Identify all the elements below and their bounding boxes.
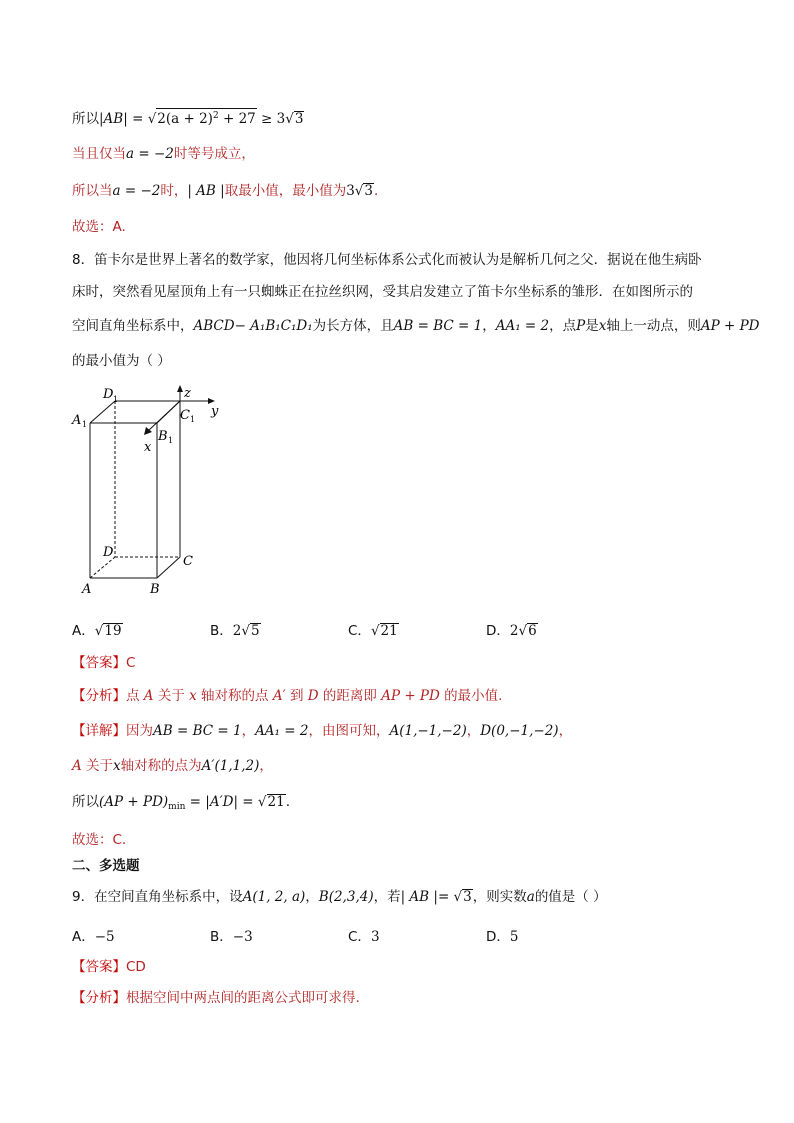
text: 所以 bbox=[72, 794, 99, 810]
q8-option-c: C．√21 bbox=[348, 623, 398, 639]
text: 空间直角坐标系中， bbox=[72, 318, 194, 334]
radical: 3 bbox=[364, 183, 373, 199]
section-heading-multi-choice: 二、多选题 bbox=[72, 858, 140, 874]
q8-analysis bbox=[72, 687, 502, 705]
q8-symmetric-point bbox=[72, 757, 273, 775]
text: ， bbox=[305, 889, 319, 905]
text: ，则实数 bbox=[472, 889, 527, 905]
text: 点 bbox=[126, 688, 144, 704]
label-z: z bbox=[184, 386, 191, 401]
text: 轴对称的点 bbox=[196, 688, 273, 704]
math: a bbox=[526, 889, 535, 905]
option-value: −5 bbox=[94, 929, 115, 945]
math: 2 bbox=[232, 623, 242, 639]
text: 当且仅当 bbox=[72, 146, 126, 162]
math: P bbox=[576, 318, 586, 334]
label-b1: B bbox=[158, 429, 168, 444]
answer-value: C bbox=[126, 655, 136, 671]
label-c1: C bbox=[180, 408, 190, 423]
edge-b-c bbox=[157, 557, 180, 578]
q9-text: 9．在空间直角坐标系中，设A(1, 2, a)，B(2,3,4)，若| AB |= √3，则实数a的值是（ ） bbox=[72, 889, 607, 905]
text: 取最小值，最小值为 bbox=[224, 183, 347, 199]
option-label: A． bbox=[72, 929, 95, 945]
text: . bbox=[374, 183, 379, 199]
math: A(1, 2, a) bbox=[242, 889, 306, 905]
radical: 21 bbox=[380, 623, 398, 639]
math: |AB| bbox=[99, 111, 128, 127]
label-b: B bbox=[150, 582, 160, 597]
math: | AB | bbox=[187, 183, 225, 199]
text: 根据空间中两点间的距离公式即可求得. bbox=[126, 990, 360, 1006]
solution-line-distance: 所以$|AB| = √2(a + 2)^2 + 27 \ge 3√3$ bbox=[72, 108, 304, 128]
math: min bbox=[168, 802, 186, 812]
q8-option-d: D．2√6 bbox=[486, 623, 537, 639]
label-b1-sub: 1 bbox=[168, 436, 174, 445]
solution-choose-line: 故选：A. bbox=[72, 219, 126, 235]
text: 的值是（ ） bbox=[534, 889, 607, 905]
text: ， bbox=[482, 318, 496, 334]
option-label: D． bbox=[486, 623, 510, 639]
text: . bbox=[285, 794, 291, 810]
text: ，由图可知， bbox=[308, 723, 390, 739]
radical: 19 bbox=[104, 623, 122, 639]
edge-a-d-hidden bbox=[90, 557, 115, 578]
text: 所以 bbox=[72, 111, 99, 127]
math: + 27 bbox=[218, 111, 256, 127]
math: 2 bbox=[212, 111, 219, 121]
radical: 5 bbox=[250, 623, 260, 639]
text: ， bbox=[558, 723, 573, 739]
label-y: y bbox=[211, 404, 219, 419]
text: 时等号成立， bbox=[173, 146, 255, 162]
math: a = −2 bbox=[112, 183, 161, 199]
solution-line-equality bbox=[72, 145, 255, 163]
q8-text-line-4: 的最小值为（ ） bbox=[72, 353, 171, 369]
analysis-tag: 【分析】 bbox=[72, 688, 126, 704]
option-label: C． bbox=[348, 623, 371, 639]
q9-analysis bbox=[72, 989, 360, 1007]
q9-answer bbox=[72, 958, 146, 976]
q8-choose: 故选：C. bbox=[72, 832, 127, 848]
math: A′(1,1,2) bbox=[201, 758, 260, 774]
math: A bbox=[72, 758, 82, 774]
cuboid-figure bbox=[60, 385, 240, 605]
q8-result: 所以$(AP + PD)_{min} = |A'D| = √21$. bbox=[72, 794, 291, 812]
text: ，点 bbox=[549, 318, 577, 334]
math: A bbox=[143, 688, 154, 704]
q9-option-b bbox=[210, 925, 253, 945]
analysis-tag: 【分析】 bbox=[72, 990, 126, 1006]
label-a1-sub: 1 bbox=[82, 420, 88, 429]
text: 轴对称的点为 bbox=[120, 758, 202, 774]
text: 的距离即 bbox=[318, 688, 382, 704]
q8-text-line-1: 8．笛卡尔是世界上著名的数学家，他因将几何坐标体系公式化而被认为是解析几何之父．据说在他生病卧 bbox=[72, 252, 702, 268]
math: B(2,3,4) bbox=[318, 889, 374, 905]
text: 因为 bbox=[126, 723, 153, 739]
label-d1-sub: 1 bbox=[113, 395, 119, 404]
label-d1: D bbox=[103, 387, 114, 402]
option-label: D． bbox=[486, 929, 510, 945]
math: D(0,−1,−2) bbox=[480, 723, 559, 739]
text: 轴上一动点，则 bbox=[606, 318, 701, 334]
text: ， bbox=[466, 723, 481, 739]
text: 关于 bbox=[153, 688, 190, 704]
edge-a1-d1 bbox=[90, 401, 115, 423]
math: = bbox=[127, 111, 148, 127]
math: AP + PD bbox=[381, 688, 440, 704]
text: ， bbox=[259, 758, 273, 774]
text: 的最小值. bbox=[439, 688, 503, 704]
text: 9．在空间直角坐标系中，设 bbox=[72, 889, 243, 905]
math: x bbox=[189, 688, 197, 704]
solution-line-minimum: 所以当a = −2时，| AB |取最小值，最小值为3√3. bbox=[72, 183, 379, 199]
q9-option-a bbox=[72, 925, 115, 945]
q8-option-b: B．2√5 bbox=[210, 623, 260, 639]
q9-option-d bbox=[486, 925, 519, 945]
option-label: B． bbox=[210, 623, 233, 639]
radical bbox=[156, 108, 256, 127]
math: a = −2 bbox=[126, 146, 174, 162]
label-d: D bbox=[103, 545, 114, 560]
math: 2 bbox=[509, 623, 519, 639]
label-a1: A bbox=[72, 413, 82, 428]
math: D bbox=[307, 688, 319, 704]
math: A(1,−1,−2) bbox=[389, 723, 467, 739]
option-label: A． bbox=[72, 623, 95, 639]
answer-value: CD bbox=[126, 959, 146, 975]
z-axis-arrow bbox=[177, 385, 183, 392]
label-c1-sub: 1 bbox=[190, 415, 196, 424]
radical: 6 bbox=[528, 623, 537, 639]
q8-answer bbox=[72, 654, 135, 672]
text: 所以当 bbox=[72, 183, 113, 199]
math: AB = BC = 1 bbox=[393, 318, 483, 334]
math: x bbox=[598, 318, 607, 334]
option-value: 3 bbox=[370, 929, 380, 945]
math: A′ bbox=[272, 688, 286, 704]
q8-text-line-2: 床时，突然看见屋顶角上有一只蜘蛛正在拉丝织网，受其启发建立了笛卡尔坐标系的雏形．在如图所示的 bbox=[72, 284, 693, 300]
option-value: −3 bbox=[232, 929, 253, 945]
text: 到 bbox=[285, 688, 308, 704]
label-a: A bbox=[82, 582, 92, 597]
label-c: C bbox=[183, 554, 193, 569]
q8-option-a: A．√19 bbox=[72, 623, 122, 639]
math: | AB |= bbox=[400, 889, 454, 905]
label-x: x bbox=[144, 440, 152, 455]
math: = |A′D| = bbox=[185, 794, 258, 810]
q8-text-line-3 bbox=[72, 317, 759, 335]
q8-detail bbox=[72, 722, 572, 740]
x-axis bbox=[148, 401, 180, 431]
option-label: C． bbox=[348, 929, 371, 945]
radical: 3 bbox=[294, 111, 304, 127]
math: 3 bbox=[346, 183, 355, 199]
math: AB = BC = 1 bbox=[153, 723, 242, 739]
answer-tag: 【答案】 bbox=[72, 655, 126, 671]
answer-tag: 【答案】 bbox=[72, 959, 126, 975]
option-label: B． bbox=[210, 929, 233, 945]
math: (AP + PD) bbox=[99, 794, 169, 810]
radical: 21 bbox=[267, 794, 285, 810]
text: 为长方体，且 bbox=[312, 318, 394, 334]
math: AA₁ = 2 bbox=[495, 318, 550, 334]
math: x bbox=[113, 758, 121, 774]
math: AA₁ = 2 bbox=[255, 723, 309, 739]
detail-tag: 【详解】 bbox=[72, 723, 126, 739]
text: ，若 bbox=[373, 889, 401, 905]
math: ≥ 3 bbox=[256, 111, 286, 127]
text: 是 bbox=[585, 318, 599, 334]
radical: 3 bbox=[463, 889, 472, 905]
math: ABCD− A₁B₁C₁D₁ bbox=[193, 318, 313, 334]
math: AP + PD bbox=[700, 318, 760, 334]
q9-option-c bbox=[348, 925, 380, 945]
text: 关于 bbox=[81, 758, 114, 774]
text: 时， bbox=[160, 183, 188, 199]
option-value: 5 bbox=[509, 929, 519, 945]
math: 2(a + 2) bbox=[157, 111, 213, 127]
text: ， bbox=[241, 723, 256, 739]
